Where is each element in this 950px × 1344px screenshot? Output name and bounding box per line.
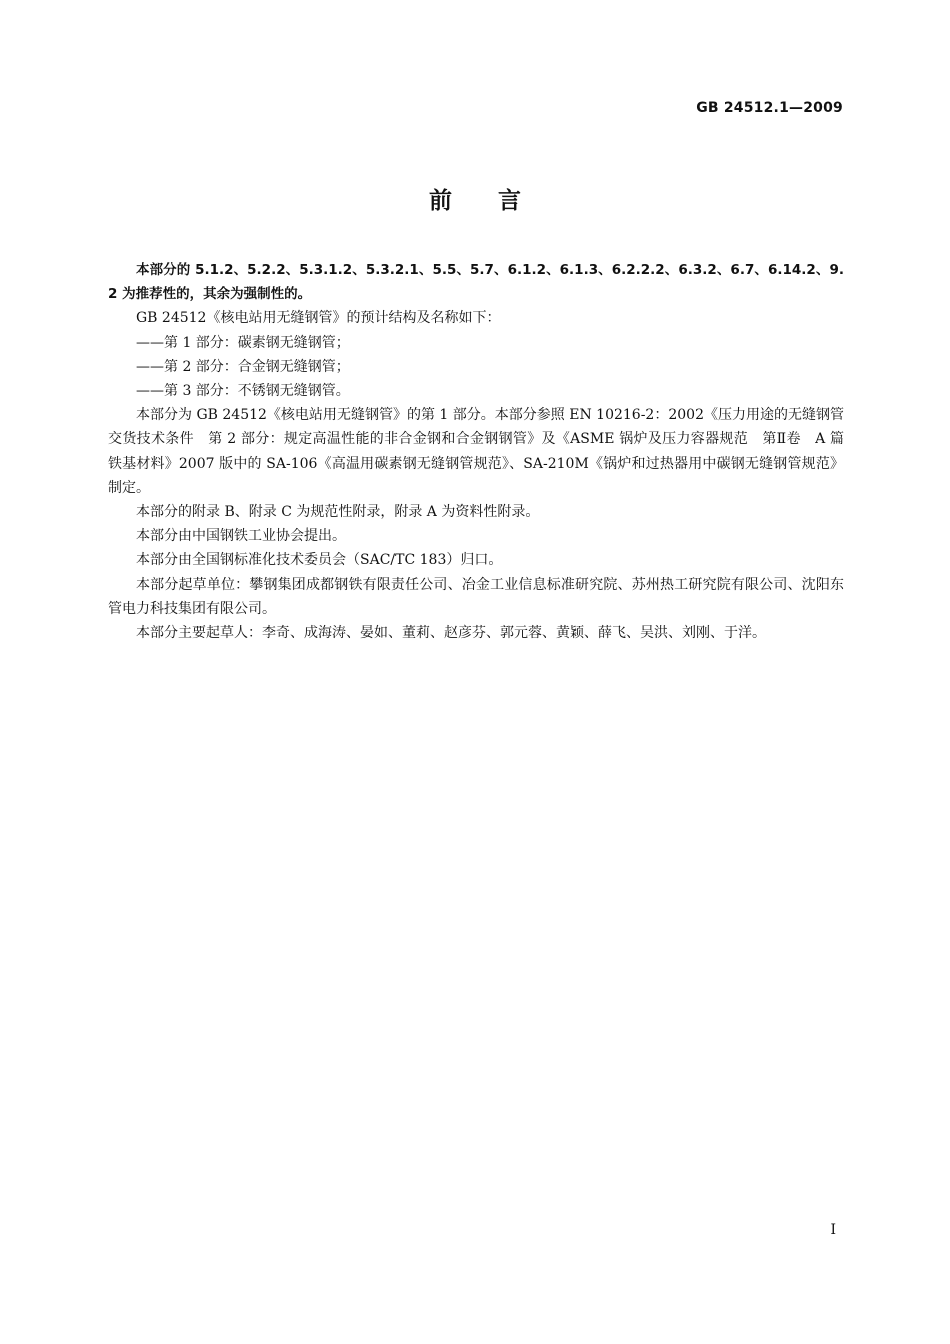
annexes-paragraph: 本部分的附录 B、附录 C 为规范性附录，附录 A 为资料性附录。 (136, 504, 540, 521)
page-title: 前言 (429, 188, 567, 214)
reference-paragraph: 本部分为 GB 24512《核电站用无缝钢管》的第 1 部分。本部分参照 EN 10216-2：2002《压力用途的无缝钢管 交货技术条件 第 2 部分：规定高温性能的非合金钢和合金钢钢管》及《ASME 锅炉及压力容器规范 第Ⅱ卷 A 篇 铁基材料》2007 版中的 SA-106《高温用碳素钢无缝钢管规范》、SA-210M《锅炉和过热器用中碳钢无缝钢管规范》制定。 (108, 407, 858, 496)
drafters-paragraph: 本部分主要起草人：李奇、成海涛、晏如、董莉、赵彦芬、郭元蓉、黄颖、薛飞、吴洪、刘刚、于洋。 (136, 625, 766, 642)
centralized-by-paragraph: 本部分由全国钢标准化技术委员会（SAC/TC 183）归口。 (136, 552, 503, 569)
foreword-body (108, 258, 858, 645)
proposed-by-paragraph: 本部分由中国钢铁工业协会提出。 (136, 528, 346, 545)
part-list-item: ——第 2 部分：合金钢无缝钢管； (136, 358, 350, 375)
page-number: I (830, 1222, 836, 1238)
standard-number: GB 24512.1—2009 (696, 100, 843, 116)
drafting-units-paragraph: 本部分起草单位：攀钢集团成都钢铁有限责任公司、冶金工业信息标准研究院、苏州热工研究院有限公司、沈阳东管电力科技集团有限公司。 (108, 576, 844, 617)
mandatory-note-paragraph: 本部分的 5.1.2、5.2.2、5.3.1.2、5.3.2.1、5.5、5.7、6.1.2、6.1.3、6.2.2.2、6.3.2、6.7、6.14.2、9.2 为推荐性的，其余为强制性的。 (108, 262, 844, 303)
part-list-item: ——第 1 部分：碳素钢无缝钢管； (136, 334, 350, 351)
structure-intro-paragraph: GB 24512《核电站用无缝钢管》的预计结构及名称如下： (136, 310, 501, 327)
part-list-item: ——第 3 部分：不锈钢无缝钢管。 (136, 383, 350, 400)
